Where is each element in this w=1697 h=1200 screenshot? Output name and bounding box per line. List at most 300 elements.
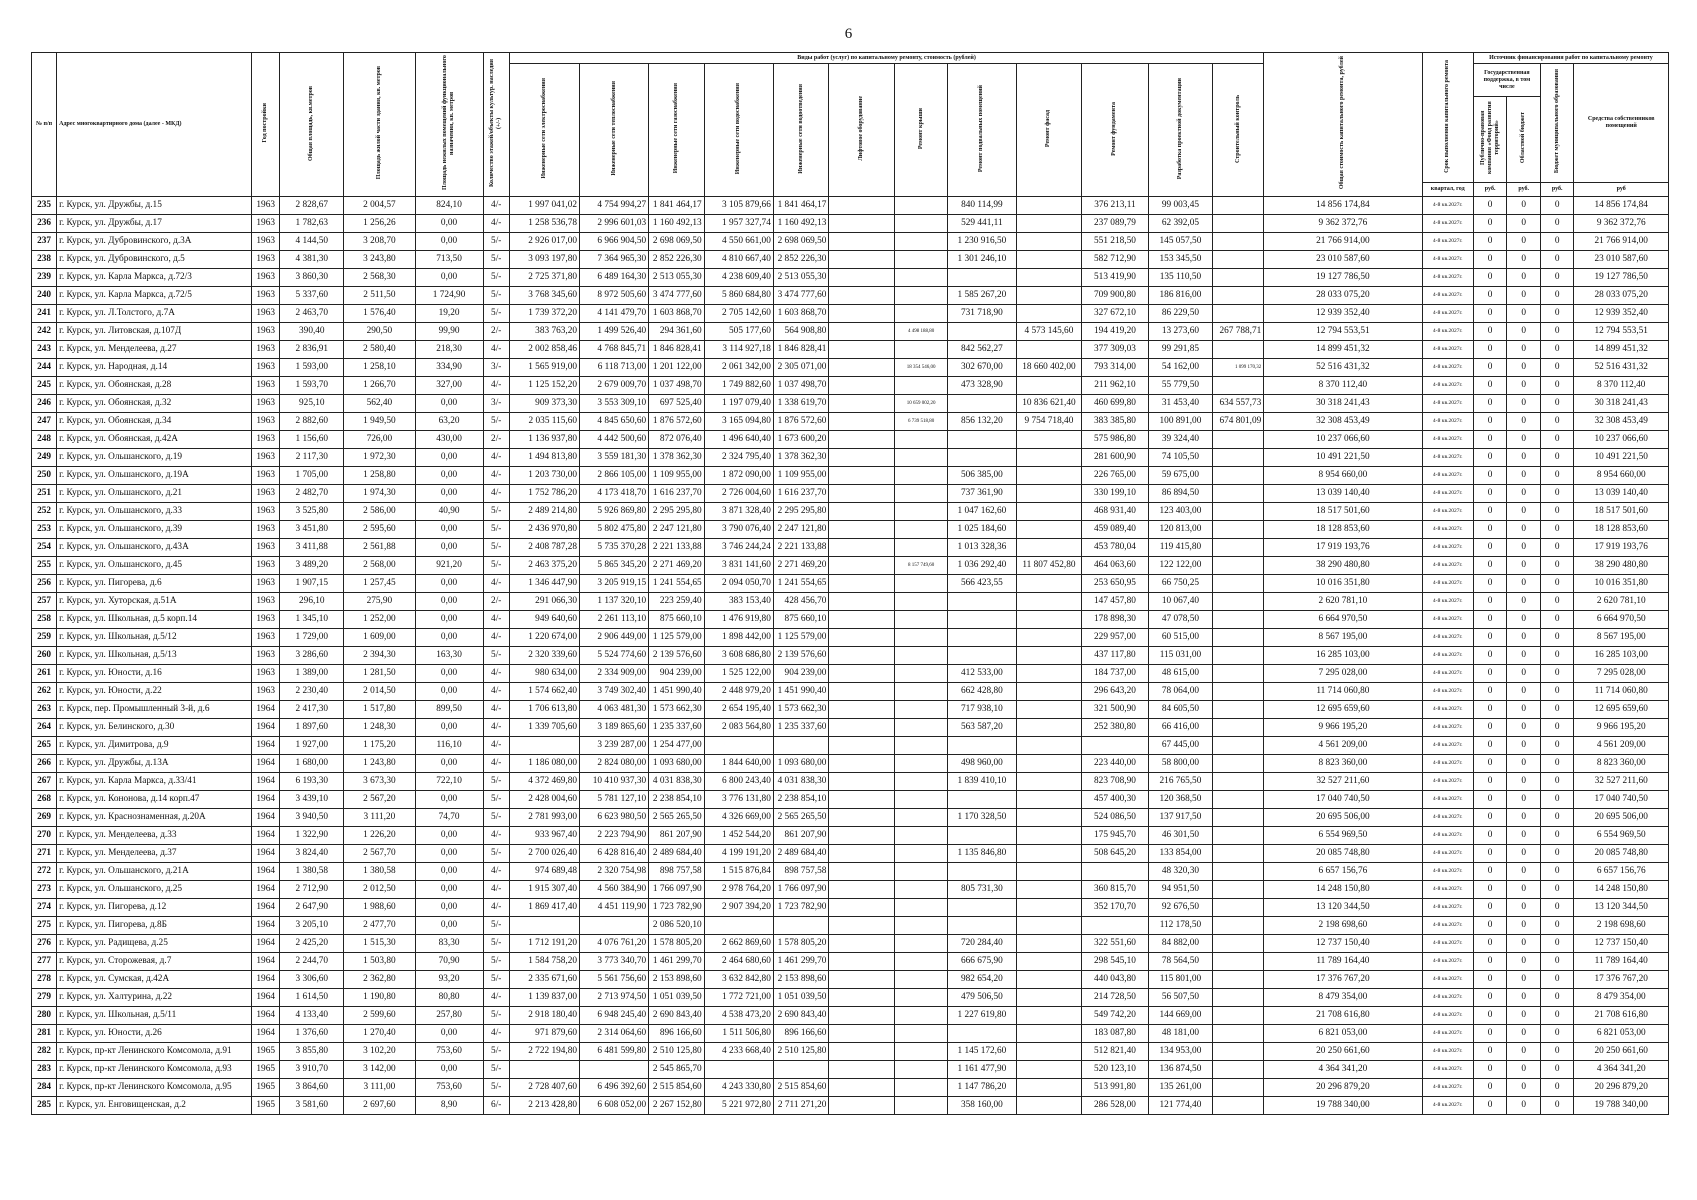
cell-facade (1016, 377, 1081, 395)
cell-gas: 2 271 469,20 (649, 557, 705, 575)
cell-design: 119 415,80 (1148, 539, 1212, 557)
cell-nonliving-area: 257,80 (415, 1007, 483, 1025)
header-year: Год постройки (252, 53, 280, 197)
header-regional: Областной бюджет (1507, 97, 1541, 183)
unit-owners: руб (1574, 183, 1669, 197)
cell-gas: 1 109 955,00 (649, 467, 705, 485)
cell-design: 78 564,50 (1148, 953, 1212, 971)
table-row (32, 773, 1669, 791)
cell-control: 267 788,71 (1212, 323, 1263, 341)
cell-total-area: 3 439,10 (280, 791, 344, 809)
table-row (32, 845, 1669, 863)
cell-owners: 8 954 660,00 (1574, 467, 1669, 485)
cell-address: г. Курск, ул. Ольшанского, д.25 (57, 881, 252, 899)
cell-fund: 0 (1473, 701, 1507, 719)
cell-regional: 0 (1507, 467, 1541, 485)
cell-address: г. Курск, ул. Юности, д.16 (57, 665, 252, 683)
cell-fund: 0 (1473, 575, 1507, 593)
cell-floors: 5/- (483, 647, 509, 665)
cell-gas: 1 766 097,90 (649, 881, 705, 899)
cell-living-area: 2 014,50 (344, 683, 415, 701)
cell-regional: 0 (1507, 629, 1541, 647)
cell-control (1212, 575, 1263, 593)
cell-nonliving-area: 753,60 (415, 1043, 483, 1061)
cell-sewer: 1 338 619,70 (773, 395, 829, 413)
header-state-support: Государственная поддержка, в том числе (1473, 64, 1540, 97)
cell-floors: 5/- (483, 917, 509, 935)
cell-foundation: 352 170,70 (1081, 899, 1148, 917)
cell-total-cost: 12 695 659,60 (1264, 701, 1422, 719)
cell-design: 60 515,00 (1148, 629, 1212, 647)
cell-term: 4-й кв.2027г. (1422, 305, 1473, 323)
cell-heat: 2 320 754,98 (580, 863, 649, 881)
cell-facade (1016, 1061, 1081, 1079)
table-row (32, 971, 1669, 989)
cell-municipal: 0 (1540, 323, 1574, 341)
cell-municipal: 0 (1540, 701, 1574, 719)
cell-control (1212, 989, 1263, 1007)
cell-fund: 0 (1473, 845, 1507, 863)
cell-total-area: 2 425,20 (280, 935, 344, 953)
cell-row-num: 240 (32, 287, 57, 305)
cell-term: 4-й кв.2027г. (1422, 809, 1473, 827)
cell-fund: 0 (1473, 755, 1507, 773)
cell-total-cost: 4 364 341,20 (1264, 1061, 1422, 1079)
cell-gas: 2 513 055,30 (649, 269, 705, 287)
cell-total-area: 3 286,60 (280, 647, 344, 665)
cell-heat: 5 781 127,10 (580, 791, 649, 809)
cell-water: 1 452 544,20 (704, 827, 773, 845)
cell-gas: 2 139 576,60 (649, 647, 705, 665)
cell-municipal: 0 (1540, 881, 1574, 899)
cell-total-cost: 6 657 156,76 (1264, 863, 1422, 881)
cell-design: 94 951,50 (1148, 881, 1212, 899)
cell-floors: 4/- (483, 989, 509, 1007)
cell-design: 122 122,00 (1148, 557, 1212, 575)
cell-control (1212, 737, 1263, 755)
table-row (32, 449, 1669, 467)
table-row (32, 197, 1669, 215)
cell-nonliving-area: 0,00 (415, 755, 483, 773)
cell-elevator (829, 1079, 895, 1097)
cell-facade: 4 573 145,60 (1016, 323, 1081, 341)
cell-gas: 1 616 237,70 (649, 485, 705, 503)
cell-sewer: 2 247 121,80 (773, 521, 829, 539)
cell-basement (947, 611, 1016, 629)
cell-roof (895, 1061, 947, 1079)
cell-control (1212, 431, 1263, 449)
cell-heat: 2 679 009,70 (580, 377, 649, 395)
cell-address: г. Курск, ул. Юности, д.26 (57, 1025, 252, 1043)
cell-year: 1963 (252, 431, 280, 449)
cell-owners: 32 308 453,49 (1574, 413, 1669, 431)
cell-floors: 5/- (483, 413, 509, 431)
cell-water: 3 105 879,66 (704, 197, 773, 215)
header-work-foundation: Ремонт фундамента (1081, 64, 1148, 197)
cell-row-num: 266 (32, 755, 57, 773)
header-total-area: Общая площадь, кв.метров (280, 53, 344, 197)
cell-basement: 563 587,20 (947, 719, 1016, 737)
cell-total-cost: 38 290 480,80 (1264, 557, 1422, 575)
cell-basement: 1 145 172,60 (947, 1043, 1016, 1061)
table-row (32, 755, 1669, 773)
cell-row-num: 254 (32, 539, 57, 557)
cell-gas: 2 247 121,80 (649, 521, 705, 539)
cell-address: г. Курск, пер. Промышленный 3-й, д.6 (57, 701, 252, 719)
cell-heat (580, 1061, 649, 1079)
cell-basement: 982 654,20 (947, 971, 1016, 989)
cell-municipal: 0 (1540, 1097, 1574, 1115)
cell-total-cost: 2 198 698,60 (1264, 917, 1422, 935)
cell-facade: 10 836 621,40 (1016, 395, 1081, 413)
cell-municipal: 0 (1540, 773, 1574, 791)
cell-nonliving-area: 0,00 (415, 1061, 483, 1079)
cell-facade (1016, 233, 1081, 251)
cell-basement: 1 147 786,20 (947, 1079, 1016, 1097)
cell-row-num: 238 (32, 251, 57, 269)
cell-electric: 2 035 115,60 (509, 413, 579, 431)
cell-total-cost: 4 561 209,00 (1264, 737, 1422, 755)
cell-address: г. Курск, ул. Енговищенская, д.2 (57, 1097, 252, 1115)
cell-electric: 2 918 180,40 (509, 1007, 579, 1025)
cell-roof (895, 827, 947, 845)
cell-fund: 0 (1473, 413, 1507, 431)
cell-foundation: 237 089,79 (1081, 215, 1148, 233)
cell-owners: 20 296 879,20 (1574, 1079, 1669, 1097)
cell-water: 3 871 328,40 (704, 503, 773, 521)
cell-heat: 3 553 309,10 (580, 395, 649, 413)
cell-year: 1963 (252, 377, 280, 395)
cell-owners: 12 794 553,51 (1574, 323, 1669, 341)
cell-facade (1016, 305, 1081, 323)
cell-total-area: 2 712,90 (280, 881, 344, 899)
cell-living-area: 1 503,80 (344, 953, 415, 971)
cell-gas: 2 153 898,60 (649, 971, 705, 989)
cell-address: г. Курск, ул. Школьная, д.5/13 (57, 647, 252, 665)
cell-owners: 21 766 914,00 (1574, 233, 1669, 251)
cell-year: 1964 (252, 737, 280, 755)
cell-total-area: 3 451,80 (280, 521, 344, 539)
cell-electric: 1 125 152,20 (509, 377, 579, 395)
cell-row-num: 242 (32, 323, 57, 341)
cell-living-area: 1 252,00 (344, 611, 415, 629)
cell-fund: 0 (1473, 539, 1507, 557)
cell-sewer: 2 510 125,80 (773, 1043, 829, 1061)
cell-row-num: 247 (32, 413, 57, 431)
cell-row-num: 284 (32, 1079, 57, 1097)
cell-year: 1963 (252, 251, 280, 269)
cell-row-num: 282 (32, 1043, 57, 1061)
header-work-facade: Ремонт фасад (1016, 64, 1081, 197)
cell-basement: 529 441,11 (947, 215, 1016, 233)
cell-total-area: 2 230,40 (280, 683, 344, 701)
unit-municipal: руб. (1540, 183, 1574, 197)
cell-total-area: 2 463,70 (280, 305, 344, 323)
cell-basement (947, 737, 1016, 755)
cell-electric: 2 213 428,80 (509, 1097, 579, 1115)
cell-roof (895, 773, 947, 791)
cell-design: 120 813,00 (1148, 521, 1212, 539)
cell-basement (947, 431, 1016, 449)
cell-control (1212, 521, 1263, 539)
cell-water: 4 238 609,40 (704, 269, 773, 287)
cell-municipal: 0 (1540, 899, 1574, 917)
cell-gas: 1 093 680,00 (649, 755, 705, 773)
cell-elevator (829, 377, 895, 395)
cell-nonliving-area: 99,90 (415, 323, 483, 341)
cell-address: г. Курск, ул. Ольшанского, д.21 (57, 485, 252, 503)
cell-municipal: 0 (1540, 953, 1574, 971)
cell-floors: 5/- (483, 935, 509, 953)
cell-owners: 20 695 506,00 (1574, 809, 1669, 827)
cell-foundation: 512 821,40 (1081, 1043, 1148, 1061)
cell-row-num: 274 (32, 899, 57, 917)
cell-water: 2 094 050,70 (704, 575, 773, 593)
cell-total-area: 6 193,30 (280, 773, 344, 791)
cell-term: 4-й кв.2027г. (1422, 935, 1473, 953)
cell-term: 4-й кв.2027г. (1422, 647, 1473, 665)
cell-water: 2 662 869,60 (704, 935, 773, 953)
cell-total-cost: 9 362 372,76 (1264, 215, 1422, 233)
cell-gas: 2 295 295,80 (649, 503, 705, 521)
cell-living-area: 3 111,00 (344, 1079, 415, 1097)
cell-living-area: 1 270,40 (344, 1025, 415, 1043)
cell-living-area: 1 266,70 (344, 377, 415, 395)
cell-facade (1016, 593, 1081, 611)
cell-sewer: 1 578 805,20 (773, 935, 829, 953)
cell-year: 1963 (252, 449, 280, 467)
cell-facade: 11 807 452,80 (1016, 557, 1081, 575)
cell-municipal: 0 (1540, 827, 1574, 845)
cell-owners: 7 295 028,00 (1574, 665, 1669, 683)
cell-sewer: 1 241 554,65 (773, 575, 829, 593)
table-body (32, 197, 1669, 1115)
cell-roof: 18 354 546,00 (895, 359, 947, 377)
cell-heat: 2 866 105,00 (580, 467, 649, 485)
cell-address: г. Курск, ул. Радищева, д.25 (57, 935, 252, 953)
cell-floors: 4/- (483, 215, 509, 233)
cell-total-cost: 20 250 661,60 (1264, 1043, 1422, 1061)
cell-heat: 6 623 980,50 (580, 809, 649, 827)
cell-fund: 0 (1473, 593, 1507, 611)
cell-owners: 18 128 853,60 (1574, 521, 1669, 539)
cell-design: 46 301,50 (1148, 827, 1212, 845)
cell-control (1212, 305, 1263, 323)
cell-roof (895, 755, 947, 773)
cell-floors: 4/- (483, 341, 509, 359)
cell-owners: 21 708 616,80 (1574, 1007, 1669, 1025)
cell-term: 4-й кв.2027г. (1422, 215, 1473, 233)
cell-term: 4-й кв.2027г. (1422, 287, 1473, 305)
cell-control (1212, 341, 1263, 359)
cell-design: 59 675,00 (1148, 467, 1212, 485)
cell-regional: 0 (1507, 845, 1541, 863)
cell-fund: 0 (1473, 503, 1507, 521)
cell-address: г. Курск, ул. Ольшанского, д.39 (57, 521, 252, 539)
cell-owners: 32 527 211,60 (1574, 773, 1669, 791)
cell-facade (1016, 881, 1081, 899)
cell-fund: 0 (1473, 809, 1507, 827)
cell-roof (895, 719, 947, 737)
cell-address: г. Курск, ул. Сторожевая, д.7 (57, 953, 252, 971)
cell-living-area: 1 515,30 (344, 935, 415, 953)
header-term: Срок выполнения капитального ремонта (1422, 53, 1473, 183)
cell-term: 4-й кв.2027г. (1422, 341, 1473, 359)
cell-gas: 2 515 854,60 (649, 1079, 705, 1097)
cell-gas: 4 031 838,30 (649, 773, 705, 791)
cell-living-area: 1 226,20 (344, 827, 415, 845)
cell-heat: 5 561 756,60 (580, 971, 649, 989)
cell-term: 4-й кв.2027г. (1422, 989, 1473, 1007)
cell-row-num: 260 (32, 647, 57, 665)
cell-floors: 5/- (483, 809, 509, 827)
cell-living-area: 1 256,26 (344, 215, 415, 233)
cell-sewer: 1 461 299,70 (773, 953, 829, 971)
cell-roof (895, 971, 947, 989)
cell-heat: 5 926 869,80 (580, 503, 649, 521)
cell-sewer: 2 515 854,60 (773, 1079, 829, 1097)
cell-facade (1016, 1043, 1081, 1061)
cell-foundation: 296 643,20 (1081, 683, 1148, 701)
cell-living-area: 2 394,30 (344, 647, 415, 665)
cell-facade (1016, 503, 1081, 521)
cell-basement: 1 301 246,10 (947, 251, 1016, 269)
cell-fund: 0 (1473, 1043, 1507, 1061)
table-row (32, 989, 1669, 1007)
cell-water: 3 746 244,24 (704, 539, 773, 557)
cell-nonliving-area: 93,20 (415, 971, 483, 989)
cell-elevator (829, 503, 895, 521)
cell-design: 74 105,50 (1148, 449, 1212, 467)
cell-nonliving-area: 116,10 (415, 737, 483, 755)
cell-year: 1964 (252, 881, 280, 899)
cell-row-num: 267 (32, 773, 57, 791)
cell-floors: 3/- (483, 395, 509, 413)
cell-fund: 0 (1473, 629, 1507, 647)
cell-address: г. Курск, ул. Школьная, д.5/11 (57, 1007, 252, 1025)
cell-water: 1 957 327,74 (704, 215, 773, 233)
cell-foundation: 508 645,20 (1081, 845, 1148, 863)
cell-owners: 12 695 659,60 (1574, 701, 1669, 719)
cell-floors: 5/- (483, 521, 509, 539)
cell-floors: 4/- (483, 611, 509, 629)
cell-living-area: 275,90 (344, 593, 415, 611)
cell-regional: 0 (1507, 935, 1541, 953)
cell-total-cost: 21 766 914,00 (1264, 233, 1422, 251)
cell-regional: 0 (1507, 1079, 1541, 1097)
cell-year: 1964 (252, 917, 280, 935)
cell-gas: 2 545 865,70 (649, 1061, 705, 1079)
header-address: Адрес многоквартирного дома (далее - МКД) (57, 53, 252, 197)
cell-gas: 3 474 777,60 (649, 287, 705, 305)
header-work-design: Разработка проектной документации (1148, 64, 1212, 197)
cell-nonliving-area: 1 724,90 (415, 287, 483, 305)
cell-year: 1963 (252, 413, 280, 431)
cell-electric: 2 722 194,80 (509, 1043, 579, 1061)
cell-year: 1963 (252, 593, 280, 611)
cell-row-num: 245 (32, 377, 57, 395)
cell-electric: 1 136 937,80 (509, 431, 579, 449)
cell-basement: 717 938,10 (947, 701, 1016, 719)
cell-owners: 14 248 150,80 (1574, 881, 1669, 899)
cell-total-area: 2 882,60 (280, 413, 344, 431)
cell-address: г. Курск, ул. Дружбы, д.13А (57, 755, 252, 773)
cell-regional: 0 (1507, 215, 1541, 233)
cell-term: 4-й кв.2027г. (1422, 575, 1473, 593)
cell-year: 1965 (252, 1097, 280, 1115)
cell-facade (1016, 845, 1081, 863)
cell-elevator (829, 485, 895, 503)
cell-address: г. Курск, ул. Обоянская, д.42А (57, 431, 252, 449)
cell-control (1212, 197, 1263, 215)
cell-elevator (829, 593, 895, 611)
cell-fund: 0 (1473, 881, 1507, 899)
cell-row-num: 253 (32, 521, 57, 539)
cell-living-area: 1 576,40 (344, 305, 415, 323)
cell-year: 1963 (252, 647, 280, 665)
cell-design: 99 291,85 (1148, 341, 1212, 359)
cell-roof (895, 845, 947, 863)
cell-elevator (829, 1043, 895, 1061)
cell-water: 2 083 564,80 (704, 719, 773, 737)
cell-total-area: 3 525,80 (280, 503, 344, 521)
cell-year: 1964 (252, 809, 280, 827)
cell-facade (1016, 647, 1081, 665)
cell-total-cost: 9 966 195,20 (1264, 719, 1422, 737)
cell-regional: 0 (1507, 755, 1541, 773)
cell-control (1212, 863, 1263, 881)
cell-sewer: 1 451 990,40 (773, 683, 829, 701)
cell-electric: 2 700 026,40 (509, 845, 579, 863)
cell-total-cost: 19 788 340,00 (1264, 1097, 1422, 1115)
cell-sewer: 1 603 868,70 (773, 305, 829, 323)
cell-water: 2 061 342,00 (704, 359, 773, 377)
cell-water: 1 844 640,00 (704, 755, 773, 773)
cell-facade (1016, 863, 1081, 881)
cell-municipal: 0 (1540, 503, 1574, 521)
cell-row-num: 246 (32, 395, 57, 413)
cell-water (704, 737, 773, 755)
cell-row-num: 259 (32, 629, 57, 647)
cell-heat: 4 063 481,30 (580, 701, 649, 719)
cell-term: 4-й кв.2027г. (1422, 899, 1473, 917)
table-row (32, 575, 1669, 593)
cell-total-area: 5 337,60 (280, 287, 344, 305)
cell-heat: 6 481 599,80 (580, 1043, 649, 1061)
cell-electric: 2 463 375,20 (509, 557, 579, 575)
cell-floors: 5/- (483, 557, 509, 575)
cell-control (1212, 269, 1263, 287)
cell-fund: 0 (1473, 323, 1507, 341)
cell-floors: 5/- (483, 971, 509, 989)
cell-facade (1016, 521, 1081, 539)
cell-facade (1016, 467, 1081, 485)
header-work-electric: Инженерные сети электроснабжения (509, 64, 579, 197)
cell-fund: 0 (1473, 197, 1507, 215)
table-row (32, 647, 1669, 665)
cell-year: 1963 (252, 197, 280, 215)
cell-facade (1016, 665, 1081, 683)
cell-electric: 1 220 674,00 (509, 629, 579, 647)
cell-elevator (829, 305, 895, 323)
cell-water: 3 831 141,60 (704, 557, 773, 575)
cell-total-area: 3 864,60 (280, 1079, 344, 1097)
page-number: 6 (844, 26, 853, 42)
cell-year: 1964 (252, 899, 280, 917)
table-row (32, 215, 1669, 233)
cell-fund: 0 (1473, 1079, 1507, 1097)
cell-foundation: 147 457,80 (1081, 593, 1148, 611)
